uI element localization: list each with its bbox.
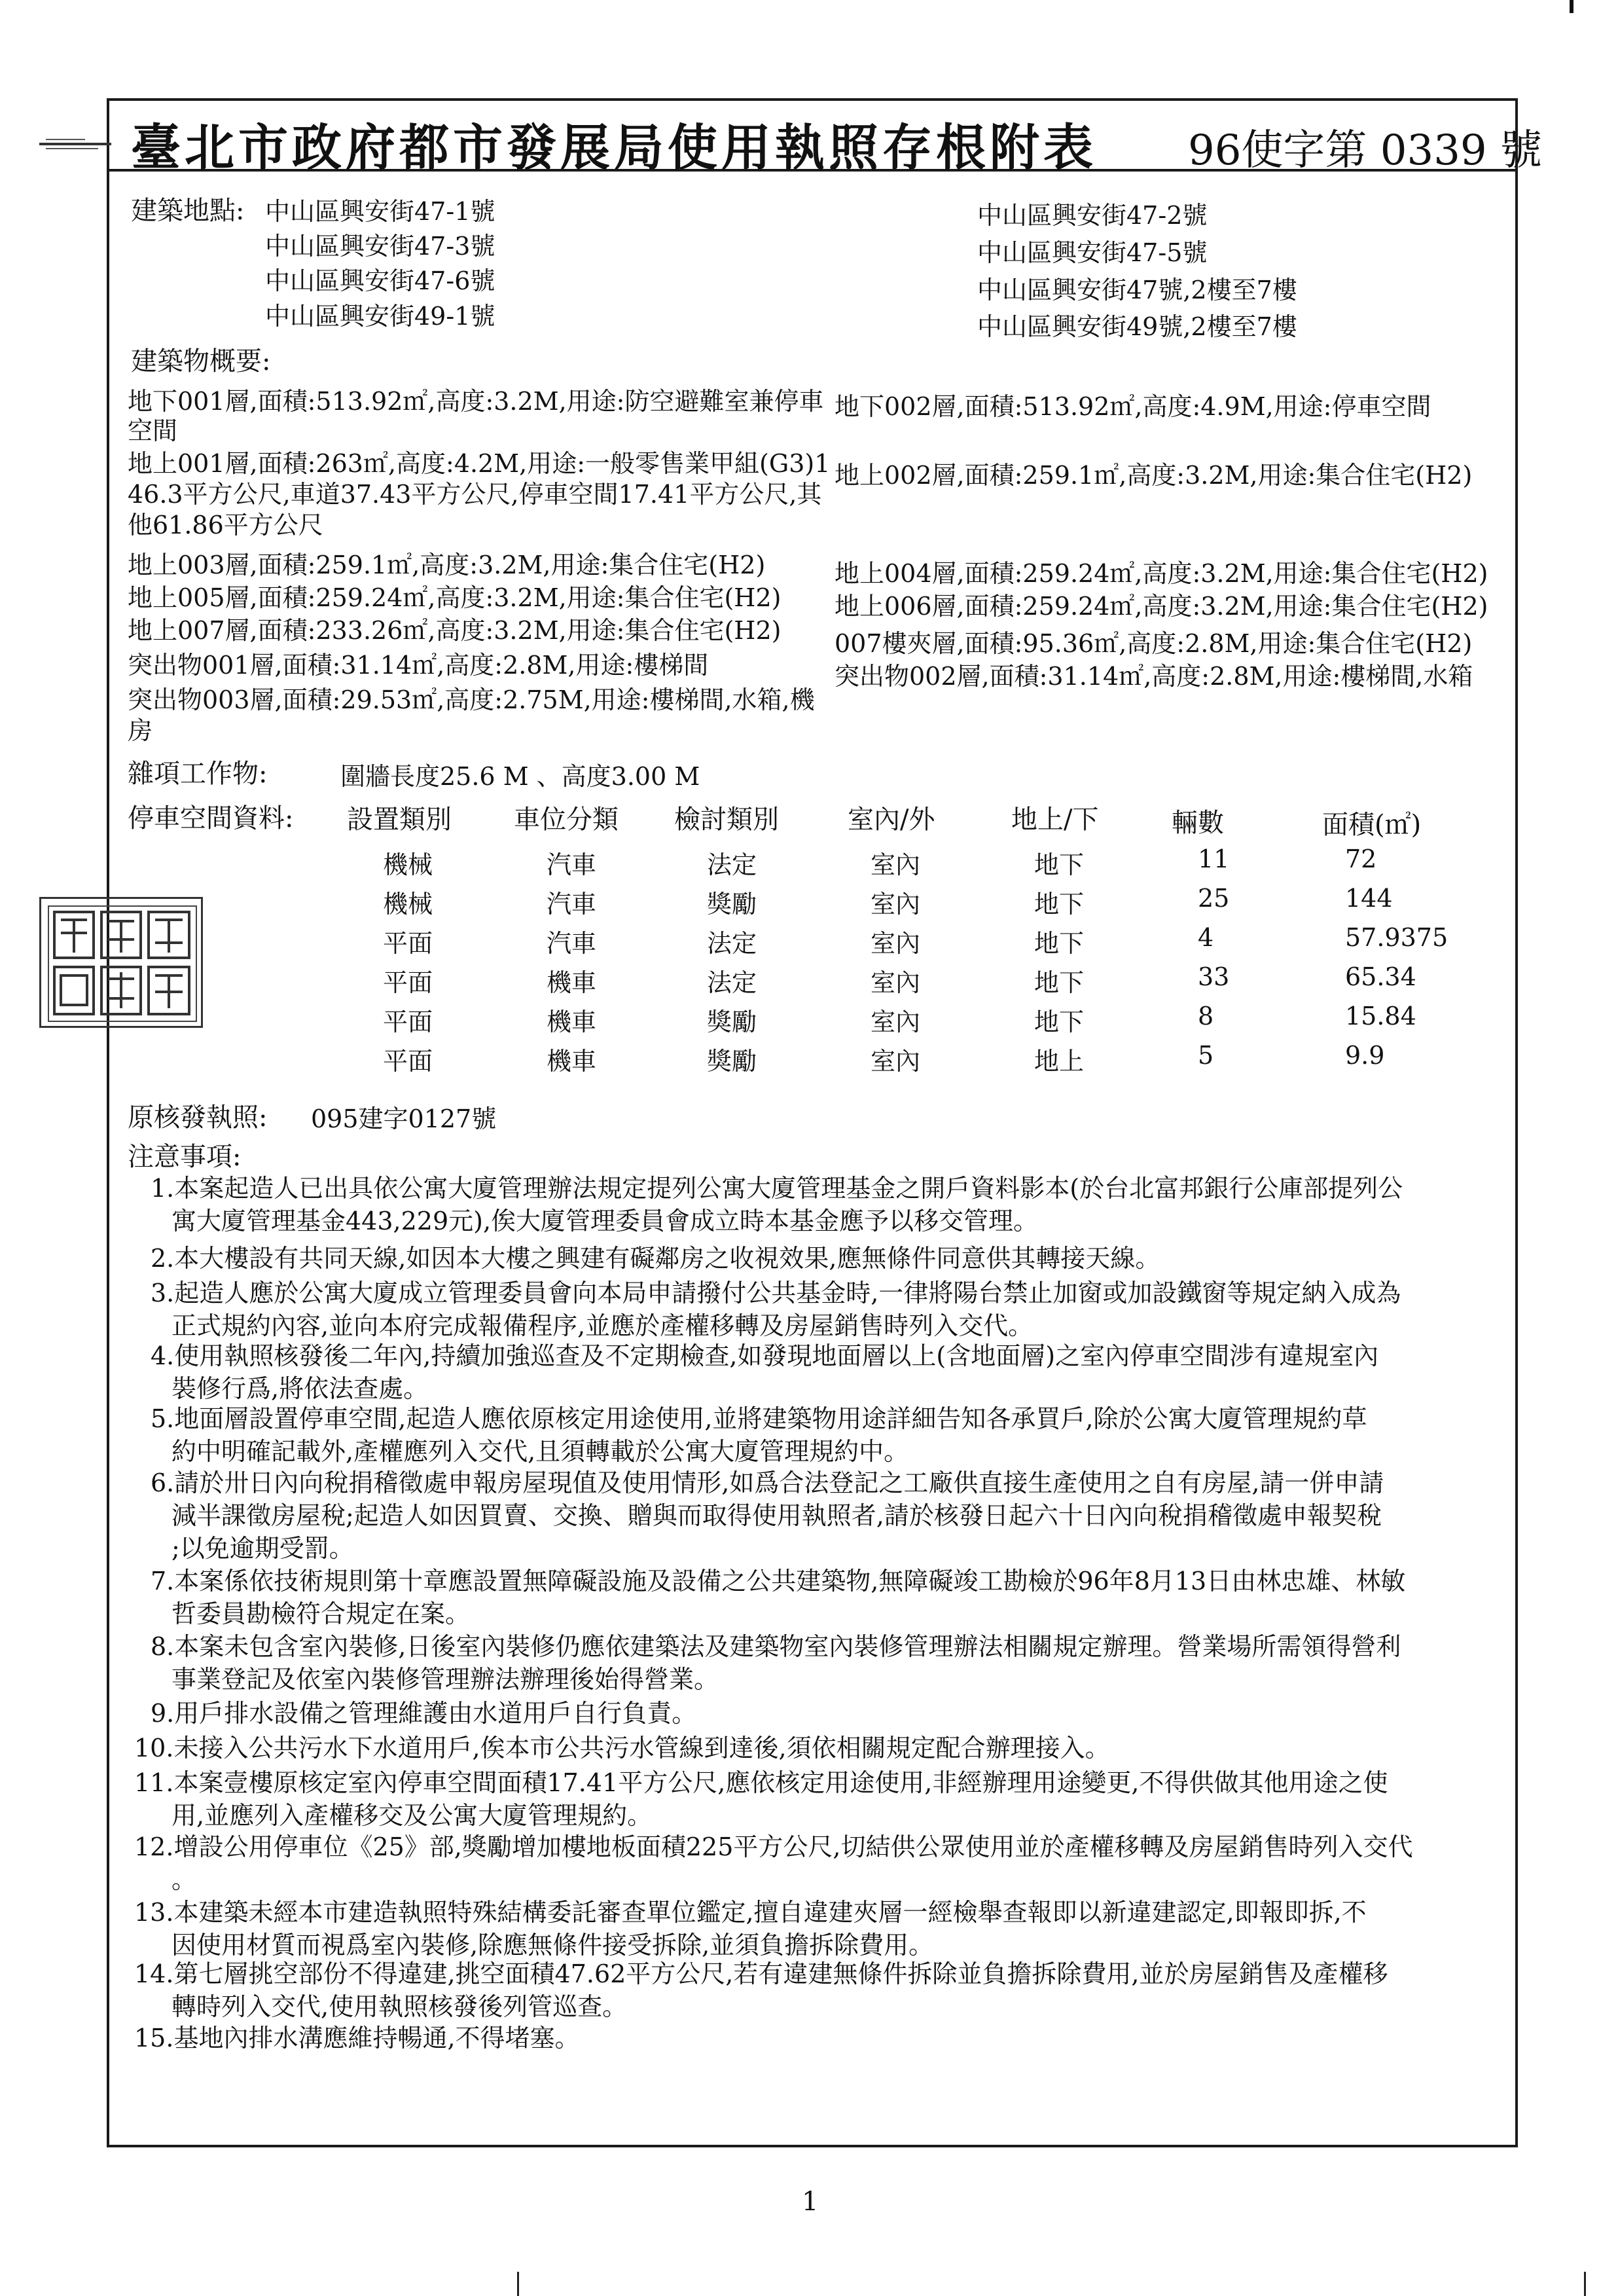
note-item-11 bbox=[134, 1766, 1388, 1832]
note-line: 地面層設置停車空間,起造人應依原核定用途使用,並將建築物用途詳細告知各承買戶,除於公寓大廈管理規約草 bbox=[174, 1404, 1367, 1433]
note-item-10 bbox=[134, 1732, 1110, 1764]
cell-level: 地上 bbox=[1034, 1047, 1085, 1076]
note-number: 10. bbox=[134, 1734, 174, 1762]
overview-right-1: 地下002層,面積:513.92㎡,高度:4.9M,用途:停車空間 bbox=[835, 392, 1431, 421]
cell-area: 9.9 bbox=[1345, 1041, 1385, 1070]
note-line: 本案未包含室內裝修,日後室內裝修仍應依建築法及建築物室內裝修管理辦法相關規定辦理。營業場所需領得營利 bbox=[174, 1632, 1401, 1661]
note-item-13 bbox=[134, 1896, 1367, 1961]
overview-label: 建築物概要: bbox=[131, 346, 271, 376]
overview-left-9: 突出物001層,面積:31.14㎡,高度:2.8M,用途:樓梯間 bbox=[128, 651, 709, 680]
note-item-3 bbox=[151, 1277, 1401, 1342]
seal-pattern bbox=[49, 907, 196, 1021]
note-line: 起造人應於公寓大廈成立管理委員會向本局申請撥付公共基金時,一律將陽台禁止加窗或加設鐵窗等規定納入成為 bbox=[174, 1279, 1401, 1307]
cell-class: 汽車 bbox=[547, 929, 597, 958]
note-line: 因使用材質而視爲室內裝修,除應無條件接受拆除,並須負擔拆除費用。 bbox=[171, 1931, 934, 1959]
overview-right-6: 突出物002層,面積:31.14㎡,高度:2.8M,用途:樓梯間,水箱 bbox=[835, 662, 1473, 691]
cell-count: 5 bbox=[1198, 1041, 1214, 1070]
overview-left-8: 地上007層,面積:233.26㎡,高度:3.2M,用途:集合住宅(H2) bbox=[128, 616, 782, 645]
note-number: 13. bbox=[134, 1898, 174, 1927]
note-line: 約中明確記載外,產權應列入交代,且須轉載於公寓大廈管理規約中。 bbox=[171, 1437, 909, 1466]
note-number: 14. bbox=[134, 1959, 174, 1988]
note-line: 增設公用停車位《25》部,獎勵增加樓地板面積225平方公尺,切結供公眾使用並於產權移轉及房屋銷售時列入交代 bbox=[173, 1832, 1413, 1861]
note-number: 4. bbox=[151, 1341, 175, 1370]
note-line: 本建築未經本市建造執照特殊結構委託審查單位鑑定,擅自違建夾層一經檢舉查報即以新違建認定,即報即拆,不 bbox=[173, 1898, 1367, 1927]
notes-label: 注意事項: bbox=[128, 1142, 242, 1172]
note-line: 本大樓設有共同天線,如因本大樓之興建有礙鄰房之收視效果,應無條件同意供其轉接天線。 bbox=[174, 1244, 1160, 1273]
note-line: 轉時列入交代,使用執照核發後列管巡查。 bbox=[171, 1992, 628, 2021]
note-number: 15. bbox=[134, 2024, 174, 2052]
note-number: 12. bbox=[134, 1832, 174, 1861]
note-number: 8. bbox=[151, 1632, 175, 1661]
note-item-14 bbox=[134, 1958, 1388, 2023]
cell-review: 獎勵 bbox=[707, 1047, 757, 1076]
cell-area: 57.9375 bbox=[1345, 923, 1448, 952]
location-left-1: 中山區興安街47-1號 bbox=[265, 197, 495, 226]
cell-type: 平面 bbox=[383, 1008, 433, 1036]
scan-mark bbox=[517, 2272, 519, 2296]
note-line: 未接入公共污水下水道用戶,俟本市公共污水管線到達後,須依相關規定配合辦理接入。 bbox=[173, 1734, 1110, 1762]
cell-review: 法定 bbox=[707, 968, 757, 997]
note-line: 使用執照核發後二年內,持續加強巡查及不定期檢查,如發現地面層以上(含地面層)之室內停車空間涉有違規室內 bbox=[174, 1341, 1379, 1370]
cell-level: 地下 bbox=[1034, 929, 1085, 958]
location-right-4: 中山區興安街49號,2樓至7樓 bbox=[977, 312, 1297, 341]
note-number: 11. bbox=[134, 1768, 174, 1797]
page-title: 臺北市政府都市發展局使用執照存根附表 bbox=[131, 118, 1097, 177]
note-line: 正式規約內容,並向本府完成報備程序,並應於產權移轉及房屋銷售時列入交代。 bbox=[171, 1311, 1034, 1340]
overview-right-3: 地上004層,面積:259.24㎡,高度:3.2M,用途:集合住宅(H2) bbox=[835, 559, 1488, 588]
cell-class: 機車 bbox=[547, 1008, 597, 1036]
note-line: 寓大廈管理基金443,229元),俟大廈管理委員會成立時本基金應予以移交管理。 bbox=[171, 1207, 1039, 1235]
cell-indoor: 室內 bbox=[871, 929, 921, 958]
cell-review: 法定 bbox=[707, 929, 757, 958]
misc-label: 雜項工作物: bbox=[128, 759, 268, 789]
note-item-5 bbox=[151, 1402, 1367, 1468]
cell-count: 4 bbox=[1198, 923, 1214, 952]
overview-right-4: 地上006層,面積:259.24㎡,高度:3.2M,用途:集合住宅(H2) bbox=[835, 592, 1488, 621]
location-left-2: 中山區興安街47-3號 bbox=[265, 232, 495, 261]
parking-header-type: 設置類別 bbox=[347, 805, 452, 835]
overview-left-3: 地上001層,面積:263㎡,高度:4.2M,用途:一般零售業甲組(G3)1 bbox=[128, 449, 831, 478]
parking-header-area: 面積(㎡) bbox=[1322, 810, 1422, 840]
cell-area: 144 bbox=[1345, 884, 1393, 913]
original-permit-value: 095建字0127號 bbox=[311, 1104, 497, 1133]
parking-label: 停車空間資料: bbox=[128, 803, 294, 833]
note-number: 7. bbox=[151, 1567, 175, 1595]
note-item-8 bbox=[151, 1630, 1401, 1696]
scan-mark-top-right bbox=[1570, 0, 1573, 13]
overview-left-10: 突出物003層,面積:29.53㎡,高度:2.75M,用途:樓梯間,水箱,機 bbox=[128, 685, 815, 714]
cell-indoor: 室內 bbox=[871, 1008, 921, 1036]
cell-indoor: 室內 bbox=[871, 968, 921, 997]
note-line: 減半課徵房屋稅;起造人如因買賣、交換、贈與而取得使用執照者,請於核發日起六十日內向稅捐稽徵處申報契稅 bbox=[171, 1501, 1382, 1530]
note-number: 1. bbox=[151, 1174, 175, 1203]
overview-left-4: 46.3平方公尺,車道37.43平方公尺,停車空間17.41平方公尺,其 bbox=[128, 480, 822, 509]
note-number: 9. bbox=[151, 1699, 175, 1728]
cell-review: 獎勵 bbox=[707, 1008, 757, 1036]
cell-type: 機械 bbox=[383, 850, 433, 879]
cell-review: 獎勵 bbox=[707, 890, 757, 919]
note-line: 。 bbox=[171, 1865, 197, 1894]
scan-mark bbox=[39, 137, 111, 151]
cell-level: 地下 bbox=[1034, 850, 1085, 879]
note-line: 請於卅日內向稅捐稽徵處申報房屋現值及使用情形,如爲合法登記之工廠供直接生產使用之自有房屋,請一併申請 bbox=[174, 1468, 1384, 1497]
cell-indoor: 室內 bbox=[871, 890, 921, 919]
note-item-6 bbox=[151, 1467, 1384, 1565]
location-left-4: 中山區興安街49-1號 bbox=[265, 302, 495, 331]
parking-header-class: 車位分類 bbox=[514, 805, 619, 835]
location-right-2: 中山區興安街47-5號 bbox=[977, 238, 1208, 267]
location-right-3: 中山區興安街47號,2樓至7樓 bbox=[977, 276, 1297, 304]
page-number: 1 bbox=[802, 2187, 819, 2217]
cell-count: 33 bbox=[1198, 962, 1230, 991]
overview-left-7: 地上005層,面積:259.24㎡,高度:3.2M,用途:集合住宅(H2) bbox=[128, 583, 782, 612]
note-line: ;以免逾期受罰。 bbox=[171, 1534, 354, 1563]
note-line: 本案係依技術規則第十章應設置無障礙設施及設備之公共建築物,無障礙竣工勘檢於96年8月13日由林忠雄、林敏 bbox=[174, 1567, 1406, 1595]
cell-indoor: 室內 bbox=[871, 850, 921, 879]
cell-class: 汽車 bbox=[547, 850, 597, 879]
overview-left-1: 地下001層,面積:513.92㎡,高度:3.2M,用途:防空避難室兼停車 bbox=[128, 387, 824, 416]
note-line: 用,並應列入產權移交及公寓大廈管理規約。 bbox=[171, 1801, 653, 1830]
parking-header-review: 檢討類別 bbox=[674, 805, 779, 835]
cell-level: 地下 bbox=[1034, 890, 1085, 919]
overview-left-6: 地上003層,面積:259.1㎡,高度:3.2M,用途:集合住宅(H2) bbox=[128, 551, 766, 579]
cell-indoor: 室內 bbox=[871, 1047, 921, 1076]
original-permit-label: 原核發執照: bbox=[128, 1102, 268, 1133]
note-item-4 bbox=[151, 1339, 1378, 1405]
cell-area: 65.34 bbox=[1345, 962, 1416, 991]
cell-class: 機車 bbox=[547, 968, 597, 997]
cell-type: 平面 bbox=[383, 929, 433, 958]
note-item-1 bbox=[151, 1172, 1403, 1237]
overview-right-2: 地上002層,面積:259.1㎡,高度:3.2M,用途:集合住宅(H2) bbox=[835, 461, 1473, 490]
parking-header-level: 地上/下 bbox=[1011, 805, 1099, 835]
note-line: 本案起造人已出具依公寓大廈管理辦法規定提列公寓大廈管理基金之開戶資料影本(於台北富邦銀行公庫部提列公 bbox=[174, 1174, 1403, 1203]
cell-level: 地下 bbox=[1034, 968, 1085, 997]
scan-mark bbox=[1584, 2272, 1586, 2296]
cell-class: 機車 bbox=[547, 1047, 597, 1076]
note-line: 事業登記及依室內裝修管理辦法辦理後始得營業。 bbox=[171, 1665, 719, 1694]
cell-area: 72 bbox=[1345, 845, 1377, 873]
overview-left-11: 房 bbox=[128, 716, 153, 745]
note-item-2 bbox=[151, 1242, 1160, 1275]
note-item-12 bbox=[134, 1831, 1412, 1896]
note-item-7 bbox=[151, 1565, 1405, 1630]
parking-header-count: 輛數 bbox=[1172, 808, 1224, 838]
note-item-15 bbox=[134, 2022, 580, 2054]
cell-level: 地下 bbox=[1034, 1008, 1085, 1036]
misc-value: 圍牆長度25.6 M 、高度3.00 M bbox=[340, 762, 700, 791]
parking-header-indoor: 室內/外 bbox=[848, 805, 935, 835]
note-line: 本案壹樓原核定室內停車空間面積17.41平方公尺,應依核定用途使用,非經辦理用途變更,不得供做其他用途之使 bbox=[173, 1768, 1388, 1797]
note-number: 6. bbox=[151, 1468, 175, 1497]
location-right-1: 中山區興安街47-2號 bbox=[977, 201, 1208, 230]
cell-count: 25 bbox=[1198, 884, 1230, 913]
cell-area: 15.84 bbox=[1345, 1002, 1416, 1030]
document-number: 96使字第 0339 號 bbox=[1188, 126, 1542, 175]
note-item-9 bbox=[151, 1697, 696, 1730]
location-label: 建築地點: bbox=[131, 196, 245, 226]
note-line: 第七層挑空部份不得違建,挑空面積47.62平方公尺,若有違建無條件拆除並負擔拆除費用,並於房屋銷售及產權移 bbox=[173, 1959, 1388, 1988]
overview-left-5: 他61.86平方公尺 bbox=[128, 511, 323, 539]
cell-type: 平面 bbox=[383, 1047, 433, 1076]
cell-count: 8 bbox=[1198, 1002, 1214, 1030]
note-line: 用戶排水設備之管理維護由水道用戶自行負責。 bbox=[174, 1699, 697, 1728]
overview-left-2: 空間 bbox=[128, 416, 178, 445]
official-seal-stamp bbox=[39, 897, 203, 1028]
cell-type: 機械 bbox=[383, 890, 433, 919]
note-line: 基地內排水溝應維持暢通,不得堵塞。 bbox=[173, 2024, 580, 2052]
note-line: 裝修行爲,將依法查處。 bbox=[171, 1374, 429, 1403]
location-left-3: 中山區興安街47-6號 bbox=[265, 266, 495, 295]
cell-count: 11 bbox=[1198, 845, 1230, 873]
note-number: 5. bbox=[151, 1404, 175, 1433]
note-line: 哲委員勘檢符合規定在案。 bbox=[171, 1599, 471, 1628]
overview-right-5: 007樓夾層,面積:95.36㎡,高度:2.8M,用途:集合住宅(H2) bbox=[835, 629, 1473, 658]
cell-review: 法定 bbox=[707, 850, 757, 879]
cell-class: 汽車 bbox=[547, 890, 597, 919]
note-number: 3. bbox=[151, 1279, 175, 1307]
note-number: 2. bbox=[151, 1244, 175, 1273]
cell-type: 平面 bbox=[383, 968, 433, 997]
